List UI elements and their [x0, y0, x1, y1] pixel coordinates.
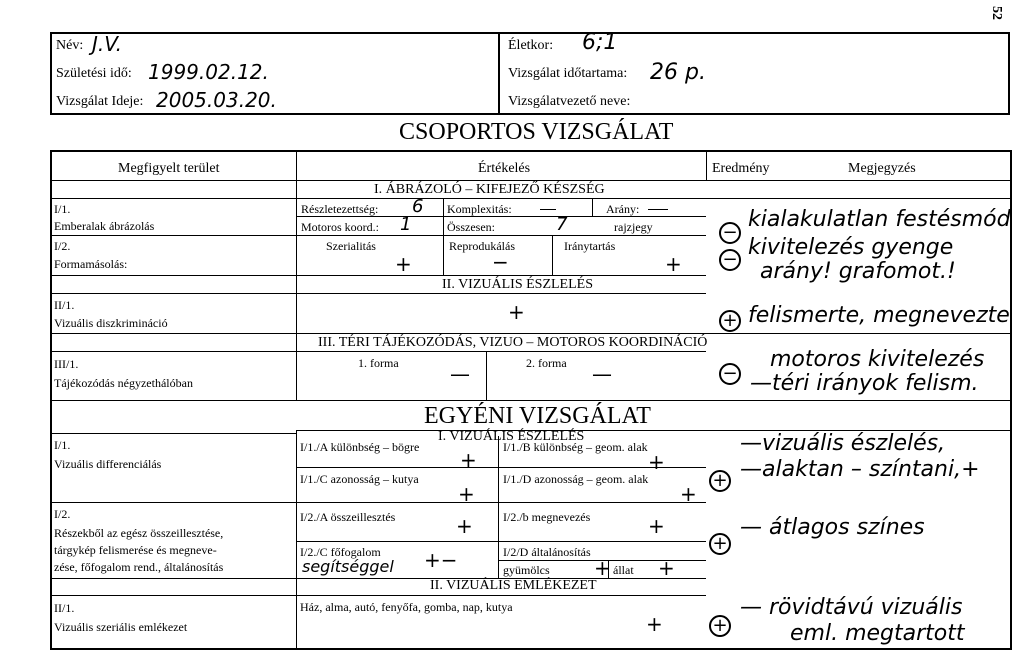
- direction-label: Iránytartás: [564, 239, 616, 253]
- i2-grid-v2: [552, 235, 553, 275]
- ind-i2d-label: I/2/D általánosítás: [503, 545, 591, 559]
- group-i2-name: Formamásolás:: [54, 257, 128, 271]
- ind-i2c-mark: +−: [424, 548, 458, 572]
- group-iii1-note-1: motoros kivitelezés: [770, 347, 985, 372]
- group-iii1-name: Tájékozódás négyzethálóban: [54, 376, 193, 390]
- ind-c-mark: +: [458, 482, 475, 506]
- exam-date-label: Vizsgálat Ideje:: [56, 94, 144, 109]
- ind-ii1-note-1: — rövidtávú vizuális: [740, 595, 963, 620]
- duration-value: 26 p.: [650, 60, 706, 85]
- group-ii1-note: felismerte, megnevezte: [748, 303, 1010, 328]
- ind-i1-note-1: —vizuális észlelés,: [740, 431, 946, 456]
- repro-label: Reprodukálás: [449, 239, 515, 253]
- ind-i1-note-2: —alaktan – színtani,+: [740, 457, 980, 482]
- group-end-line: [50, 400, 1012, 401]
- group-ii1-result: +: [719, 310, 741, 332]
- i1-bottom-line: [50, 235, 706, 236]
- group-i1-code: I/1.: [54, 202, 71, 216]
- complexity-dash: [540, 209, 556, 210]
- total-value: 7: [556, 214, 568, 235]
- section-2-line-top: [50, 275, 706, 276]
- form1-label: 1. forma: [358, 356, 399, 370]
- motor-value: 1: [400, 214, 412, 235]
- ind-ii1-result: +: [709, 615, 731, 637]
- serial-label: Szerialitás: [326, 239, 376, 253]
- ind-b-label: I/1./B különbség – geom. alak: [503, 440, 648, 454]
- serial-mark: +: [395, 252, 412, 276]
- ratio-dash: [648, 209, 668, 210]
- ind-i1-bottom: [50, 502, 706, 503]
- group-i2-note-2: arány! grafomot.!: [760, 259, 956, 284]
- examiner-label: Vizsgálatvezető neve:: [508, 94, 631, 109]
- ind-i2-grid-mid: [296, 541, 706, 542]
- ind-i1-code: I/1.: [54, 438, 71, 452]
- ind-i1-grid-v: [498, 436, 499, 502]
- direction-mark: +: [665, 252, 682, 276]
- section-3-line-top: [50, 333, 1012, 334]
- ind-ii1-name: Vizuális szeriális emlékezet: [54, 620, 188, 634]
- individual-section-2-title: II. VIZUÁLIS EMLÉKEZET: [430, 578, 597, 593]
- individual-section-1-title: I. VIZUÁLIS ÉSZLELÉS: [438, 429, 585, 444]
- ind-i2-name-2: tárgykép felismerése és megneve-: [54, 543, 217, 557]
- ind-i2a-mark: +: [456, 514, 473, 538]
- col-header-area: Megfigyelt terület: [118, 161, 220, 176]
- ind-ii1-mark: +: [646, 612, 663, 636]
- birth-value: 1999.02.12.: [148, 60, 269, 84]
- ind-a-label: I/1./A különbség – bögre: [300, 440, 420, 454]
- ind-c-label: I/1./C azonosság – kutya: [300, 472, 419, 486]
- drawing-label: rajzjegy: [614, 220, 653, 234]
- complexity-label: Komplexitás:: [447, 202, 512, 216]
- ind-ii1-code: II/1.: [54, 601, 75, 615]
- individual-title: EGYÉNI VIZSGÁLAT: [424, 403, 651, 429]
- group-i2-code: I/2.: [54, 239, 71, 253]
- iii1-grid-v: [486, 351, 487, 400]
- individual-s1-line: [50, 433, 296, 434]
- i1-grid-mid: [296, 216, 706, 217]
- ind-i1-name: Vizuális differenciálás: [54, 457, 162, 471]
- col-header-result: Eredmény: [712, 161, 770, 176]
- repro-mark: −: [492, 250, 509, 274]
- ind-b-mark: +: [648, 450, 665, 474]
- ind-i2-result: +: [709, 533, 731, 555]
- ind-i2-code: I/2.: [54, 507, 71, 521]
- detail-label: Részletezettség:: [301, 202, 379, 216]
- group-ii1-name: Vizuális diszkrimináció: [54, 316, 168, 330]
- col-divider-area-2: [296, 430, 297, 650]
- ind-ii1-items: Ház, alma, autó, fenyőfa, gomba, nap, kutya: [300, 600, 513, 614]
- group-ii1-code: II/1.: [54, 298, 75, 312]
- header-row-line: [50, 180, 1012, 181]
- group-i1-name: Emberalak ábrázolás: [54, 219, 155, 233]
- ind-i2c-label: I/2./C főfogalom: [300, 545, 381, 559]
- name-label: Név:: [56, 38, 84, 53]
- ind-ii1-note-2: eml. megtartott: [790, 621, 965, 646]
- group-section-2-title: II. VIZUÁLIS ÉSZLELÉS: [442, 277, 593, 292]
- ind-i2-note: — átlagos színes: [740, 515, 925, 540]
- group-iii1-result: −: [719, 363, 741, 385]
- motor-label: Motoros koord.:: [301, 220, 379, 234]
- section-2-line: [50, 293, 706, 294]
- group-i2-note-1: kivitelezés gyenge: [748, 235, 954, 260]
- group-ii1-mark: +: [508, 300, 525, 324]
- ind-i2-name-1: Részekből az egész összeillesztése,: [54, 526, 224, 540]
- age-value: 6;1: [582, 30, 618, 55]
- ind-animal-label: állat: [613, 563, 634, 577]
- group-section-3-title: III. TÉRI TÁJÉKOZÓDÁS, VIZUO – MOTOROS KOORDINÁCIÓ: [318, 335, 708, 350]
- col-header-notes: Megjegyzés: [848, 161, 916, 176]
- group-title: CSOPORTOS VIZSGÁLAT: [399, 119, 674, 145]
- ratio-label: Arány:: [606, 202, 640, 216]
- group-i1-note: kialakulatlan festésmód: [748, 207, 1011, 232]
- ind-s2-line-top: [50, 578, 706, 579]
- group-i1-result: −: [719, 222, 741, 244]
- ind-d-mark: +: [680, 482, 697, 506]
- detail-value: 6: [412, 196, 424, 217]
- ind-animal-mark: +: [658, 556, 675, 580]
- ind-i2-name-3: zése, főfogalom rend., általánosítás: [54, 560, 224, 574]
- duration-label: Vizsgálat időtartama:: [508, 66, 628, 81]
- form1-mark: —: [450, 362, 470, 386]
- section-1-line: [50, 198, 1012, 199]
- ind-fruit-mark: +: [594, 556, 611, 580]
- i1-grid-v2: [592, 198, 593, 216]
- page-number: 52: [989, 6, 1004, 20]
- ind-d-label: I/1./D azonosság – geom. alak: [503, 472, 649, 486]
- ind-i2b-mark: +: [648, 514, 665, 538]
- ind-i1-grid-mid: [296, 467, 706, 468]
- ind-i2b-label: I/2./b megnevezés: [503, 510, 591, 524]
- group-i2-result: −: [719, 249, 741, 271]
- birth-label: Születési idő:: [56, 66, 132, 81]
- col-divider-result: [706, 150, 707, 180]
- ind-fruit-label: gyümölcs: [503, 563, 550, 577]
- name-value: J.V.: [92, 32, 122, 56]
- group-section-1-title: I. ÁBRÁZOLÓ – KIFEJEZŐ KÉSZSÉG: [374, 182, 605, 197]
- ind-i2c-note: segítséggel: [302, 557, 394, 576]
- group-iii1-note-2: —téri irányok felism.: [750, 371, 979, 396]
- ind-i1-result: +: [709, 470, 731, 492]
- ind-s2-line: [50, 595, 706, 596]
- ind-i2-grid-v: [498, 502, 499, 578]
- section-3-line: [50, 351, 706, 352]
- i2-grid-v1: [443, 235, 444, 275]
- form2-label: 2. forma: [526, 356, 567, 370]
- exam-date-value: 2005.03.20.: [156, 88, 277, 112]
- group-iii1-code: III/1.: [54, 357, 79, 371]
- ind-a-mark: +: [460, 448, 477, 472]
- age-label: Életkor:: [508, 38, 554, 53]
- form2-mark: —: [592, 362, 612, 386]
- header-divider: [498, 32, 500, 115]
- total-label: Összesen:: [447, 220, 495, 234]
- ind-i2a-label: I/2./A összeillesztés: [300, 510, 396, 524]
- col-header-evaluation: Értékelés: [478, 161, 531, 176]
